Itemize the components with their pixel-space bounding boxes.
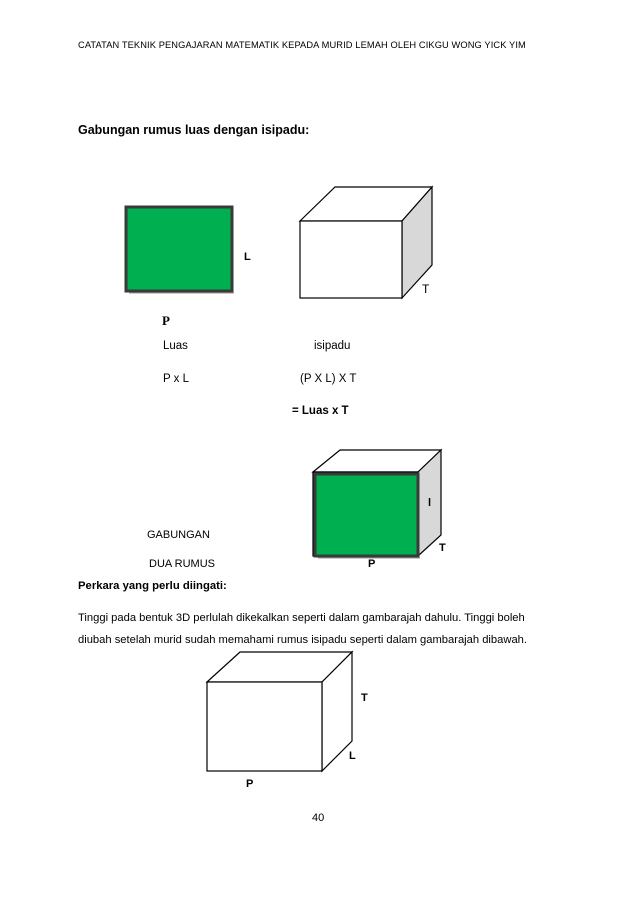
combined-label-p: P: [368, 558, 376, 570]
combined-label-l: l: [428, 497, 432, 509]
page-number: 40: [312, 812, 325, 824]
isipadu-formula: (P X L) X T: [300, 373, 357, 385]
luas-title: Luas: [163, 340, 188, 352]
tall-cuboid: [207, 652, 352, 771]
cube-label-t: T: [422, 282, 430, 296]
section-title: Gabungan rumus luas dengan isipadu:: [78, 123, 310, 137]
luas-formula: P x L: [163, 373, 189, 385]
tall-label-p: P: [246, 778, 254, 790]
page-header: CATATAN TEKNIK PENGAJARAN MATEMATIK KEPADA MURID LEMAH OLEH CIKGU WONG YICK YIM: [78, 40, 526, 50]
notes-title: Perkara yang perlu diingati:: [78, 580, 227, 592]
notes-paragraph: Tinggi pada bentuk 3D perlulah dikekalkan seperti dalam gambarajah dahulu. Tinggi boleh diubah setelah murid sudah memahami rumus isipadu seperti dalam gambarajah dibawah.: [78, 612, 527, 646]
rect-label-p: P: [162, 313, 170, 328]
tall-label-l: L: [349, 750, 356, 762]
tall-label-t: T: [361, 692, 368, 704]
caption-gabungan: GABUNGAN: [147, 529, 210, 541]
isipadu-title: isipadu: [314, 340, 351, 352]
combined-label-t: T: [439, 542, 446, 554]
rect-label-l: L: [244, 251, 251, 263]
caption-dua-rumus: DUA RUMUS: [149, 558, 216, 570]
combined-formula: = Luas x T: [292, 405, 349, 417]
